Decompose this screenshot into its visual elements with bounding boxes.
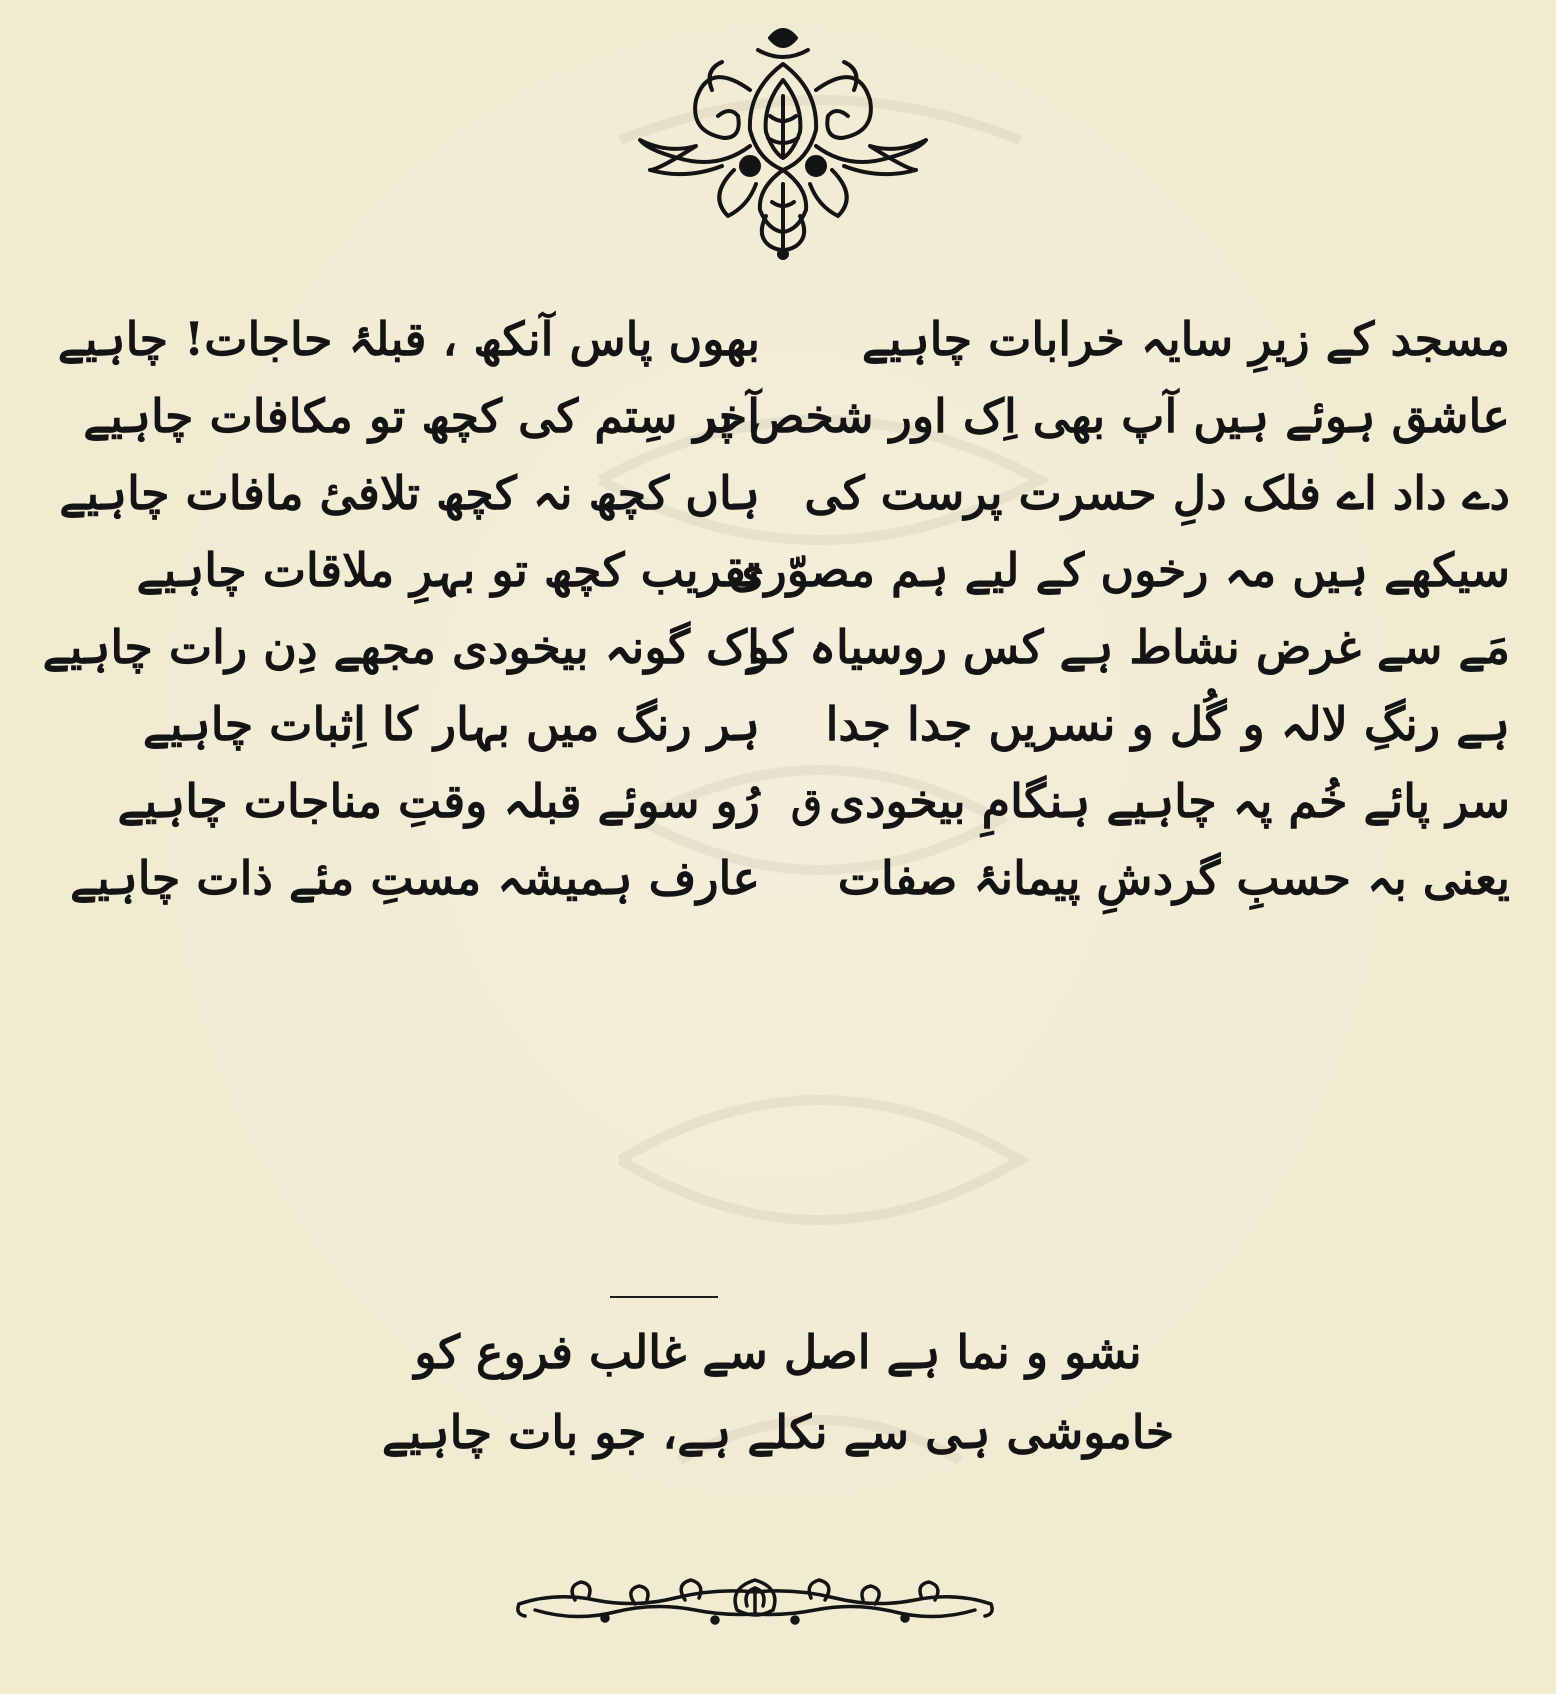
word-overline-mark bbox=[610, 1296, 718, 1298]
misra-second: ہر رنگ میں بہار کا اِثبات چاہیے bbox=[142, 696, 760, 751]
maqta-couplet bbox=[300, 1312, 1256, 1472]
misra-first: سیکھے ہیں مہ رخوں کے لیے ہم مصوّری bbox=[728, 542, 1510, 597]
floral-finial-ornament-icon bbox=[638, 20, 928, 260]
maqta-first-line: نشو و نما ہے اصل سے غالب فروع کو bbox=[414, 1325, 1142, 1379]
misra-first: عاشق ہوئے ہیں آپ بھی اِک اور شخص پر bbox=[694, 388, 1510, 443]
misra-second: عارف ہمیشہ مستِ مئے ذات چاہیے bbox=[70, 850, 760, 905]
misra-second-text: رُو سوئے قبلہ وقتِ مناجات چاہیے bbox=[117, 773, 760, 828]
misra-first: دے داد اے فلک دلِ حسرت پرست کی bbox=[804, 465, 1510, 520]
couplet bbox=[40, 300, 1516, 377]
couplet bbox=[40, 608, 1516, 685]
misra-first: یعنی بہ حسبِ گردشِ پیمانۂ صفات bbox=[837, 850, 1510, 905]
misra-second: ہاں کچھ نہ کچھ تلافیٔ مافات چاہیے bbox=[59, 465, 760, 520]
misra-first: ہے رنگِ لالہ و گُل و نسریں جدا جدا bbox=[825, 696, 1510, 751]
ghazal-verses bbox=[40, 300, 1516, 916]
maqta-second-line: خاموشی ہی سے نکلے ہے، جو بات چاہیے bbox=[381, 1405, 1175, 1459]
misra-second: تقریب کچھ تو بہرِ ملاقات چاہیے bbox=[136, 542, 760, 597]
misra-second bbox=[40, 773, 822, 828]
qita-mark: ق bbox=[790, 779, 822, 827]
misra-first: سر پائے خُم پہ چاہیے ہنگامِ بیخودی bbox=[829, 773, 1510, 828]
couplet bbox=[40, 762, 1516, 839]
scroll-border-ornament-icon bbox=[515, 1570, 995, 1632]
couplet bbox=[40, 531, 1516, 608]
misra-first: مَے سے غرض نشاط ہے کس روسیاہ کو bbox=[747, 619, 1510, 674]
couplet bbox=[40, 454, 1516, 531]
misra-second: آخر سِتم کی کچھ تو مکافات چاہیے bbox=[83, 388, 760, 443]
couplet bbox=[40, 839, 1516, 916]
misra-first: مسجد کے زیرِ سایہ خرابات چاہیے bbox=[861, 311, 1510, 366]
misra-second: اِک گونہ بیخودی مجھے دِن رات چاہیے bbox=[42, 619, 760, 674]
couplet bbox=[40, 377, 1516, 454]
misra-second: بھوں پاس آنکھ ، قبلۂ حاجات! چاہیے bbox=[57, 311, 760, 366]
couplet bbox=[40, 685, 1516, 762]
